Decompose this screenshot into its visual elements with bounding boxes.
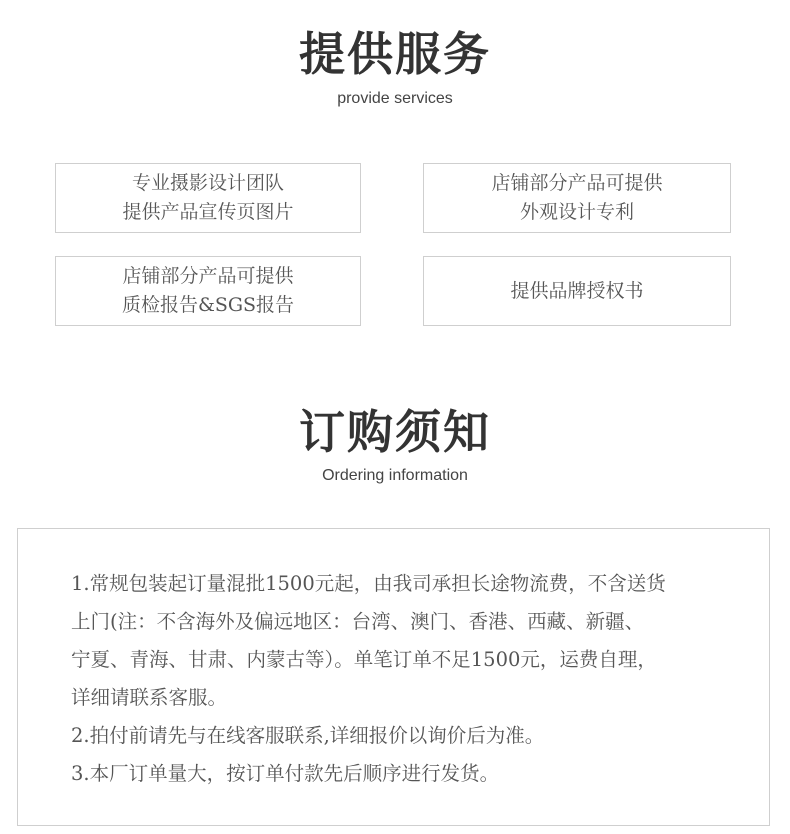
service-card-line: 店铺部分产品可提供	[491, 172, 663, 194]
service-card-inspection-report	[55, 256, 361, 326]
ordering-title: 订购须知	[299, 405, 491, 459]
service-card-brand-authorization	[423, 256, 731, 326]
service-card-line: 店铺部分产品可提供	[122, 265, 294, 287]
service-card-photography	[55, 163, 361, 233]
service-card-line: 专业摄影设计团队	[131, 172, 284, 194]
service-card-line: 质检报告&SGS报告	[121, 294, 295, 316]
service-card-line: 提供产品宣传页图片	[122, 201, 294, 223]
service-card-line: 外观设计专利	[519, 201, 634, 223]
notice-line: 2.拍付前请先与在线客服联系,详细报价以询价后为准。	[71, 724, 545, 747]
notice-line: 上门(注：不含海外及偏远地区：台湾、澳门、香港、西藏、新疆、	[71, 610, 645, 633]
service-card-line: 提供品牌授权书	[510, 279, 644, 302]
notice-line: 详细请联系客服。	[71, 686, 228, 709]
ordering-subtitle: Ordering information	[322, 467, 468, 484]
notice-line: 1.常规包装起订量混批1500元起，由我司承担长途物流费，不含送货	[71, 572, 666, 595]
services-subtitle: provide services	[337, 90, 453, 107]
services-title: 提供服务	[299, 27, 491, 81]
notice-line: 3.本厂订单量大，按订单付款先后顺序进行发货。	[71, 762, 500, 785]
notice-line: 宁夏、青海、甘肃、内蒙古等）。单笔订单不足1500元，运费自理，	[71, 648, 657, 671]
ordering-notice-box	[17, 528, 770, 826]
service-card-design-patent	[423, 163, 731, 233]
